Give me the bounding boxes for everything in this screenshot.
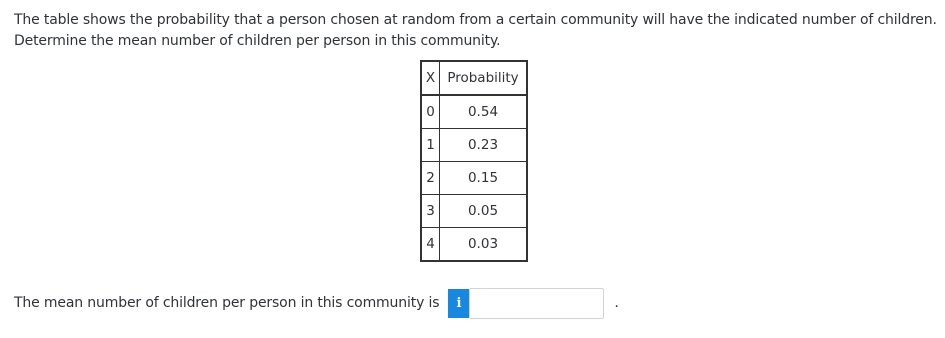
trailing-period: . — [614, 295, 619, 311]
probability-table — [421, 61, 527, 261]
question-line-1: The table shows the probability that a person chosen at random from a certain community will have the indicated number of children. — [14, 12, 937, 28]
probability-cell: 0.03 — [440, 228, 527, 261]
answer-row — [14, 287, 619, 319]
probability-cell: 0.23 — [440, 129, 527, 162]
table-row — [422, 162, 527, 195]
probability-cell: 0.54 — [440, 95, 527, 129]
column-header-probability: Probability — [440, 62, 527, 96]
question-text — [14, 10, 939, 52]
table-row — [422, 228, 527, 261]
x-cell: 3 — [422, 195, 440, 228]
x-cell: 0 — [422, 95, 440, 129]
answer-prompt: The mean number of children per person in this community is — [14, 295, 440, 311]
probability-cell: 0.05 — [440, 195, 527, 228]
info-icon[interactable]: i — [448, 289, 469, 318]
column-header-x: X — [422, 62, 440, 96]
table-row — [422, 195, 527, 228]
x-cell: 1 — [422, 129, 440, 162]
x-cell: 2 — [422, 162, 440, 195]
table-row — [422, 129, 527, 162]
table-row — [422, 95, 527, 129]
answer-input[interactable] — [469, 288, 604, 319]
x-cell: 4 — [422, 228, 440, 261]
question-line-2: Determine the mean number of children per person in this community. — [14, 33, 501, 49]
probability-cell: 0.15 — [440, 162, 527, 195]
table-header-row — [422, 62, 527, 96]
